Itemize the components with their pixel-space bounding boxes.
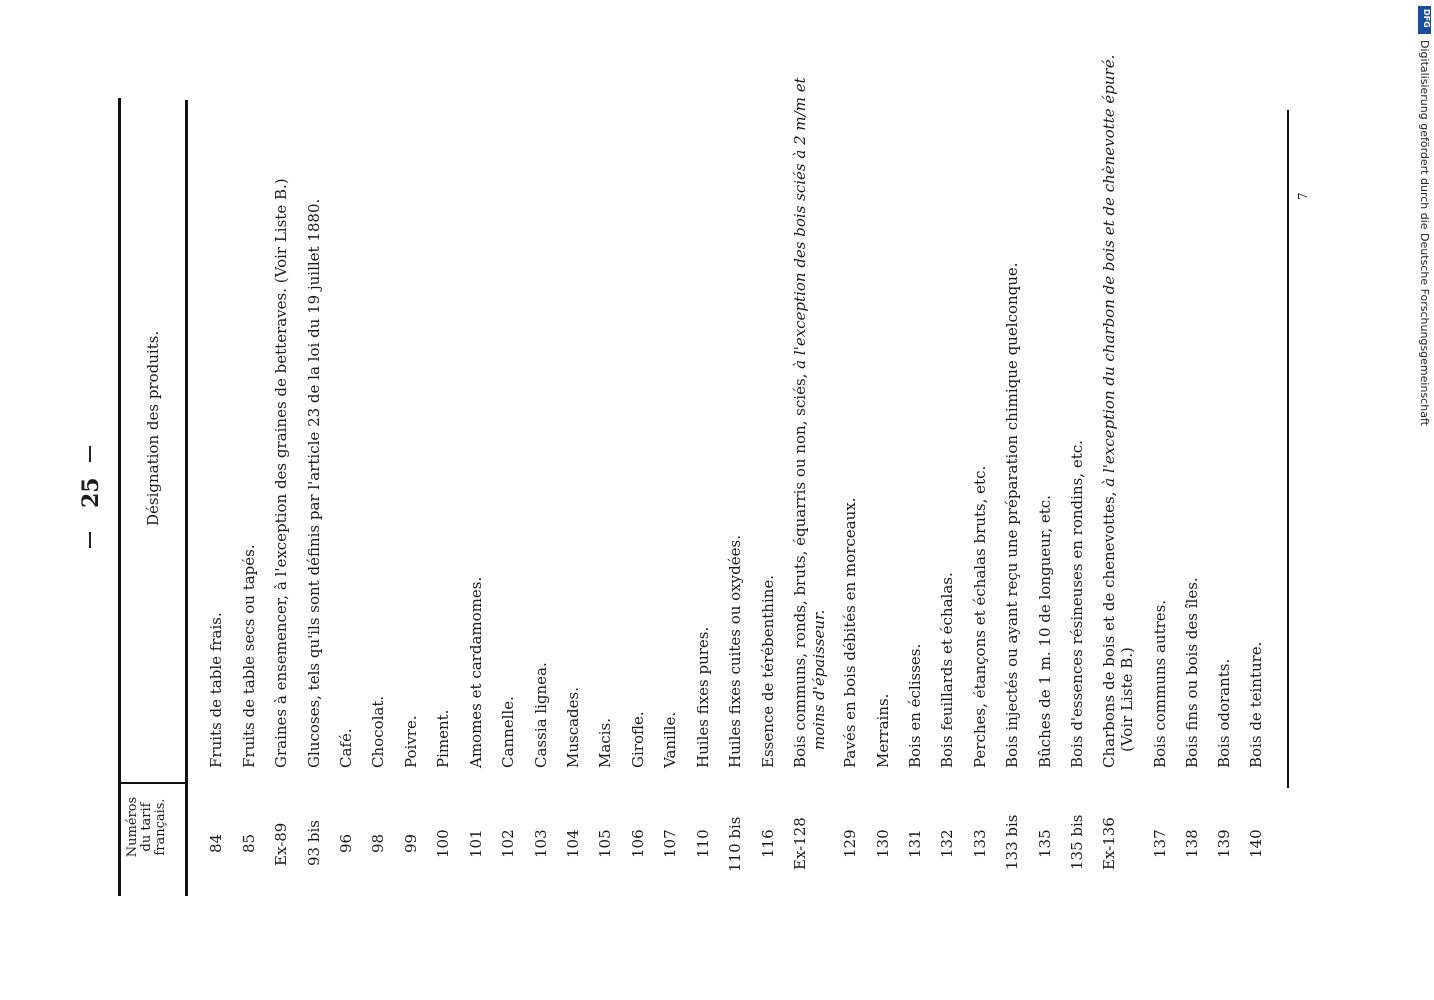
table-row-desc-continuation: moins d'épaisseur. (810, 609, 828, 750)
table-row-desc: Cassia lignea. (532, 662, 550, 768)
table-row-num: 132 (938, 829, 956, 858)
table-row-desc: Bois feuillards et échalas. (938, 572, 956, 768)
margin-number: 7 (1296, 192, 1310, 200)
table-row-desc-plain: Bois communs, ronds, bruts, équarris ou non, sciés, (791, 368, 809, 768)
table-row-desc: Bois injectés ou ayant reçu une préparation chimique quelconque. (1003, 262, 1021, 768)
dfg-logo-text: DFG (1422, 9, 1431, 28)
table-row-desc: Café. (337, 728, 355, 768)
table-row-desc: Bois communs autres. (1151, 599, 1169, 768)
table-row-desc (791, 77, 809, 768)
table-row-num: 135 (1036, 829, 1054, 858)
table-row-desc: Cannelle. (499, 696, 517, 768)
table-row-desc: Bois de teinture. (1247, 641, 1265, 768)
table-row-desc: Graines à ensemencer, à l'exception des graines de betteraves. (Voir Liste B.) (272, 178, 290, 768)
table-row-desc-continuation: (Voir Liste B.) (1118, 647, 1136, 752)
header-number (126, 782, 168, 872)
table-row-num: 85 (240, 833, 258, 853)
table-row-num: 135 bis (1068, 814, 1086, 870)
table-row-desc: Essence de térébenthine. (759, 574, 777, 768)
table-row-desc: Perches, étançons et échalas bruts, etc. (971, 465, 989, 768)
table-row-num: 130 (874, 829, 892, 858)
table-row-desc: Muscades. (564, 686, 582, 768)
table-row-desc (1100, 55, 1118, 768)
table-row-desc: Huiles fixes cuites ou oxydées. (726, 535, 744, 768)
header-designation: Désignation des produits. (144, 330, 162, 526)
table-row-num: 133 (971, 829, 989, 858)
table-row-num: 98 (369, 833, 387, 853)
table-row-desc: Piment. (434, 709, 452, 768)
table-row-desc: Macis. (596, 718, 614, 768)
table-row-num: 138 (1183, 829, 1201, 858)
table-row-num: 102 (499, 829, 517, 858)
header-number-line-3: français. (153, 798, 168, 856)
table-row-num: 107 (661, 829, 679, 858)
header-number-line-1: Numéros (125, 796, 140, 858)
table-row-num: Ex-128 (791, 817, 809, 870)
header-number-line-2: du tarif (139, 802, 154, 852)
table-row-num: 139 (1215, 829, 1233, 858)
table-row-desc: Glucoses, tels qu'ils sont définis par l'article 23 de la loi du 19 juillet 1880. (305, 198, 323, 768)
dfg-logo (1418, 6, 1431, 34)
table-row-desc: Bois fins ou bois des îles. (1183, 577, 1201, 768)
table-row-num: 101 (467, 829, 485, 858)
table-row-desc-italic: à l'exception du charbon de bois et de chènevotte épuré. (1100, 54, 1118, 487)
table-row-num: 103 (532, 829, 550, 858)
table-row-num: 110 (694, 829, 712, 858)
table-row-num: 106 (629, 829, 647, 858)
table-row-num: Ex-136 (1100, 817, 1118, 870)
dfg-note: Digitalisierung gefördert durch die Deutsche Forschungsgemeinschaft (1418, 40, 1431, 426)
table-row-desc: Bois d'essences résineuses en rondins, etc. (1068, 440, 1086, 768)
table-row-num: 99 (402, 833, 420, 853)
table-row-num: 93 bis (305, 820, 323, 866)
table-row-num: 137 (1151, 829, 1169, 858)
table-row-desc: Poivre. (402, 715, 420, 768)
table-row-desc: Girofle. (629, 711, 647, 768)
table-row-desc: Fruits de table frais. (207, 612, 225, 768)
table-row-desc: Vanille. (661, 711, 679, 768)
header-rule (185, 100, 188, 896)
table-row-desc: Amomes et cardamomes. (467, 576, 485, 768)
table-row-num: 96 (337, 833, 355, 853)
table-row-desc: Chocolat. (369, 695, 387, 768)
table-row-desc: Huiles fixes pures. (694, 626, 712, 768)
table-row-num: 140 (1247, 829, 1265, 858)
table-row-desc-plain: Charbons de bois et de chenevottes, (1100, 486, 1118, 768)
table-row-num: 116 (759, 829, 777, 858)
table-row-desc: Bûches de 1 m. 10 de longueur, etc. (1036, 495, 1054, 768)
table-row-num: 110 bis (726, 816, 744, 872)
table-row-desc: Bois odorants. (1215, 658, 1233, 768)
page-number: 25 (78, 477, 104, 508)
table-row-num: 129 (841, 829, 859, 858)
table-row-desc: Merrains. (874, 693, 892, 768)
table-bottom-rule (1287, 110, 1289, 788)
table-row-num: 104 (564, 829, 582, 858)
table-row-desc: Fruits de table secs ou tapés. (240, 544, 258, 768)
table-row-desc: Bois en éclisses. (906, 643, 924, 768)
table-row-desc: Pavés en bois débités en morceaux. (841, 497, 859, 768)
page-number-dash-right (89, 446, 91, 462)
table-row-desc-italic: à l'exception des bois sciés à 2 m/m et (791, 77, 809, 369)
table-row-num: 133 bis (1003, 814, 1021, 870)
table-top-rule (118, 98, 121, 896)
table-row-num: Ex-89 (272, 822, 290, 866)
table-row-num: 100 (434, 829, 452, 858)
table-row-num: 131 (906, 829, 924, 858)
page-number-dash-left (89, 532, 91, 548)
table-row-num: 105 (596, 829, 614, 858)
table-row-num: 84 (207, 833, 225, 853)
